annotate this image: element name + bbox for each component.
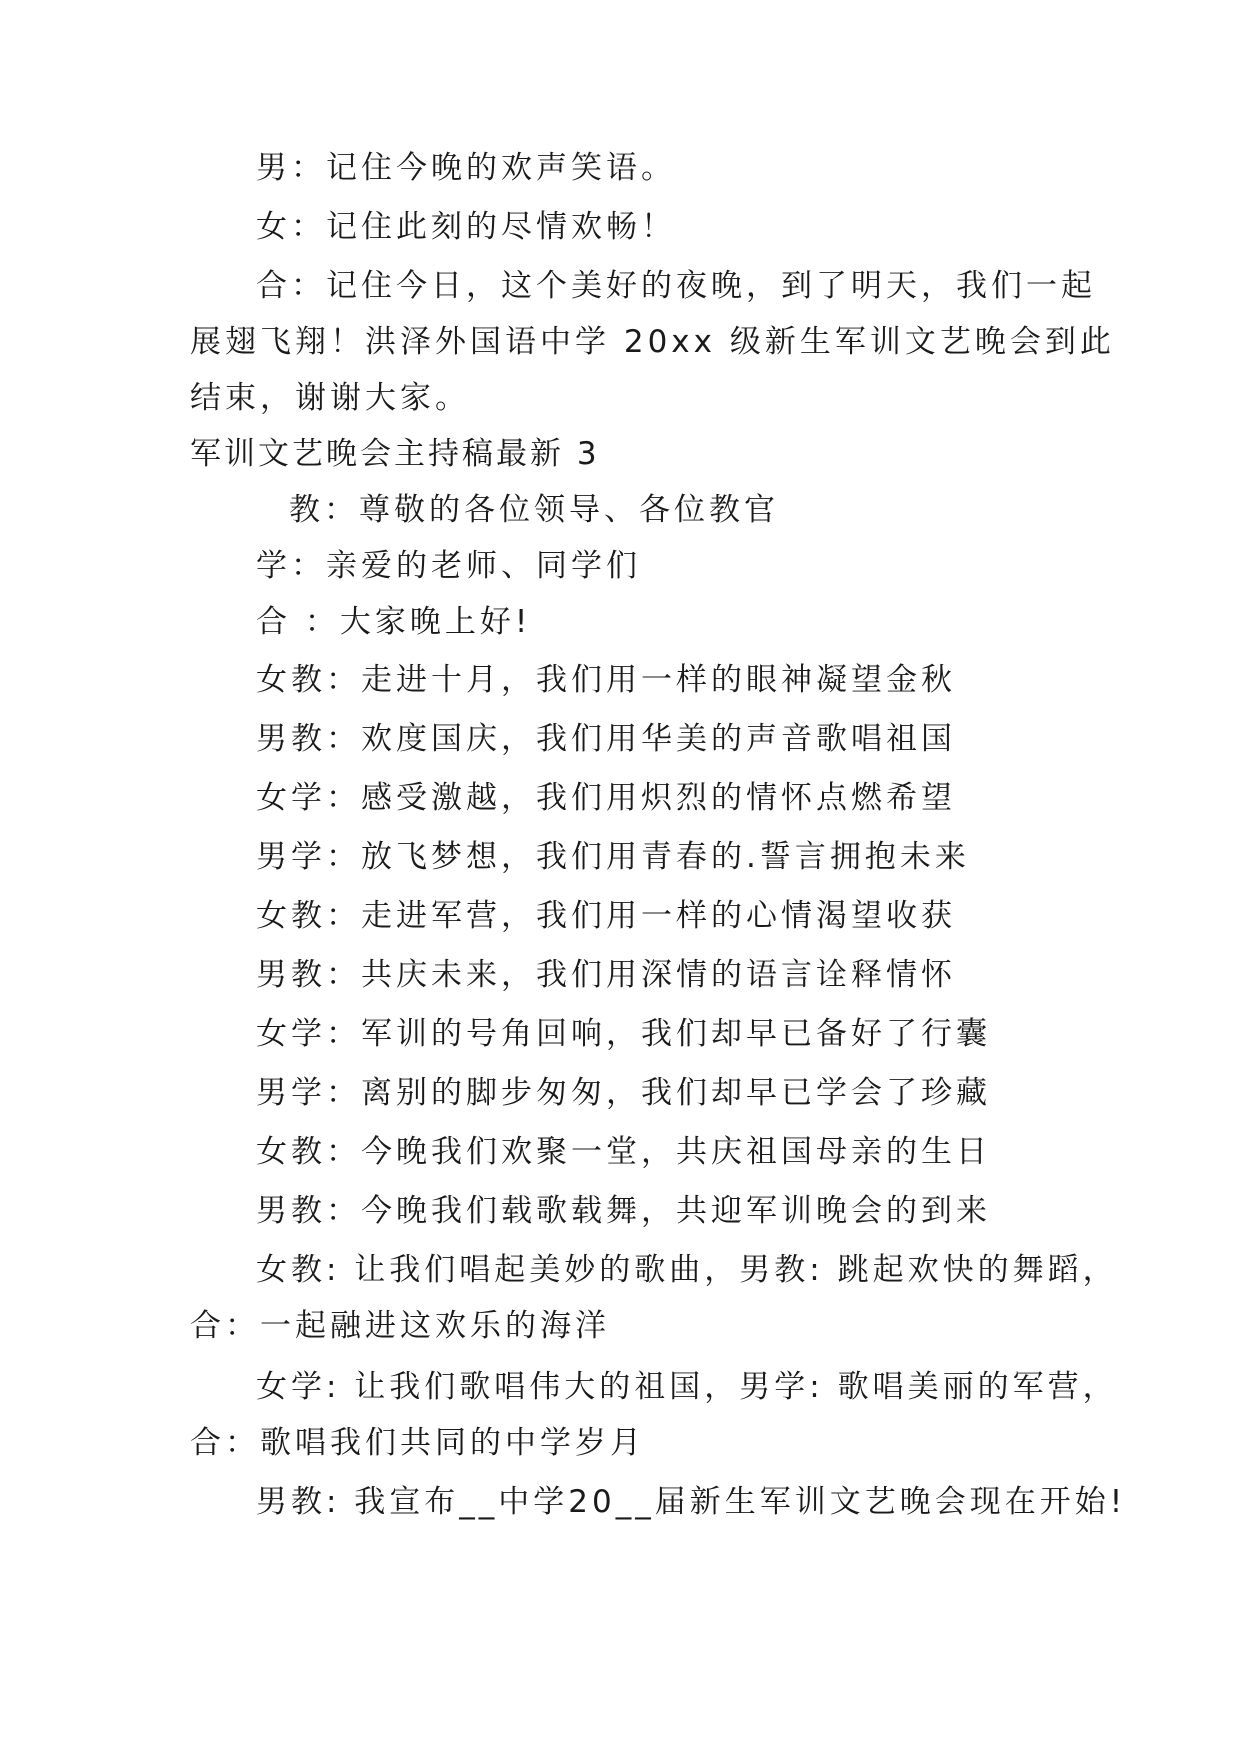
text-line: 女学: 让我们歌唱伟大的祖国，男学: 歌唱美丽的军营， bbox=[256, 1369, 1118, 1405]
text-line: 女：记住此刻的尽情欢畅！ bbox=[256, 209, 676, 245]
text-line: 展翅飞翔！洪泽外国语中学 20xx 级新生军训文艺晚会到此 bbox=[190, 324, 1115, 360]
text-line: 男教：今晚我们载歌载舞，共迎军训晚会的到来 bbox=[256, 1193, 991, 1229]
text-line: 男教：欢度国庆，我们用华美的声音歌唱祖国 bbox=[256, 721, 956, 757]
text-line: 女教：走进军营，我们用一样的心情渴望收获 bbox=[256, 898, 956, 934]
text-line: 男学：离别的脚步匆匆，我们却早已学会了珍藏 bbox=[256, 1075, 991, 1111]
text-line: 学：亲爱的老师、同学们 bbox=[256, 548, 641, 584]
text-line: 合：歌唱我们共同的中学岁月 bbox=[190, 1425, 645, 1461]
text-line: 合：一起融进这欢乐的海洋 bbox=[190, 1308, 610, 1344]
text-line: 女学：感受激越，我们用炽烈的情怀点燃希望 bbox=[256, 780, 956, 816]
text-line: 女教: 让我们唱起美妙的歌曲，男教: 跳起欢快的舞蹈， bbox=[256, 1252, 1118, 1288]
text-line: 女教：今晚我们欢聚一堂，共庆祖国母亲的生日 bbox=[256, 1134, 991, 1170]
text-line: 结束，谢谢大家。 bbox=[190, 380, 470, 416]
text-line: 男：记住今晚的欢声笑语。 bbox=[256, 150, 676, 186]
text-line: 女教：走进十月，我们用一样的眼神凝望金秋 bbox=[256, 662, 956, 698]
text-line: 合：记住今日，这个美好的夜晚，到了明天，我们一起 bbox=[256, 268, 1096, 304]
text-line: 男学：放飞梦想，我们用青春的.誓言拥抱未来 bbox=[256, 839, 970, 875]
text-line: 男教：共庆未来，我们用深情的语言诠释情怀 bbox=[256, 957, 956, 993]
text-line: 合 ：大家晚上好! bbox=[256, 604, 532, 640]
text-line: 教：尊敬的各位领导、各位教官 bbox=[289, 492, 779, 528]
text-line: 男教: 我宣布__中学20__届新生军训文艺晚会现在开始! bbox=[256, 1484, 1127, 1520]
section-heading: 军训文艺晚会主持稿最新 3 bbox=[190, 436, 600, 472]
text-line: 女学：军训的号角回响，我们却早已备好了行囊 bbox=[256, 1016, 991, 1052]
